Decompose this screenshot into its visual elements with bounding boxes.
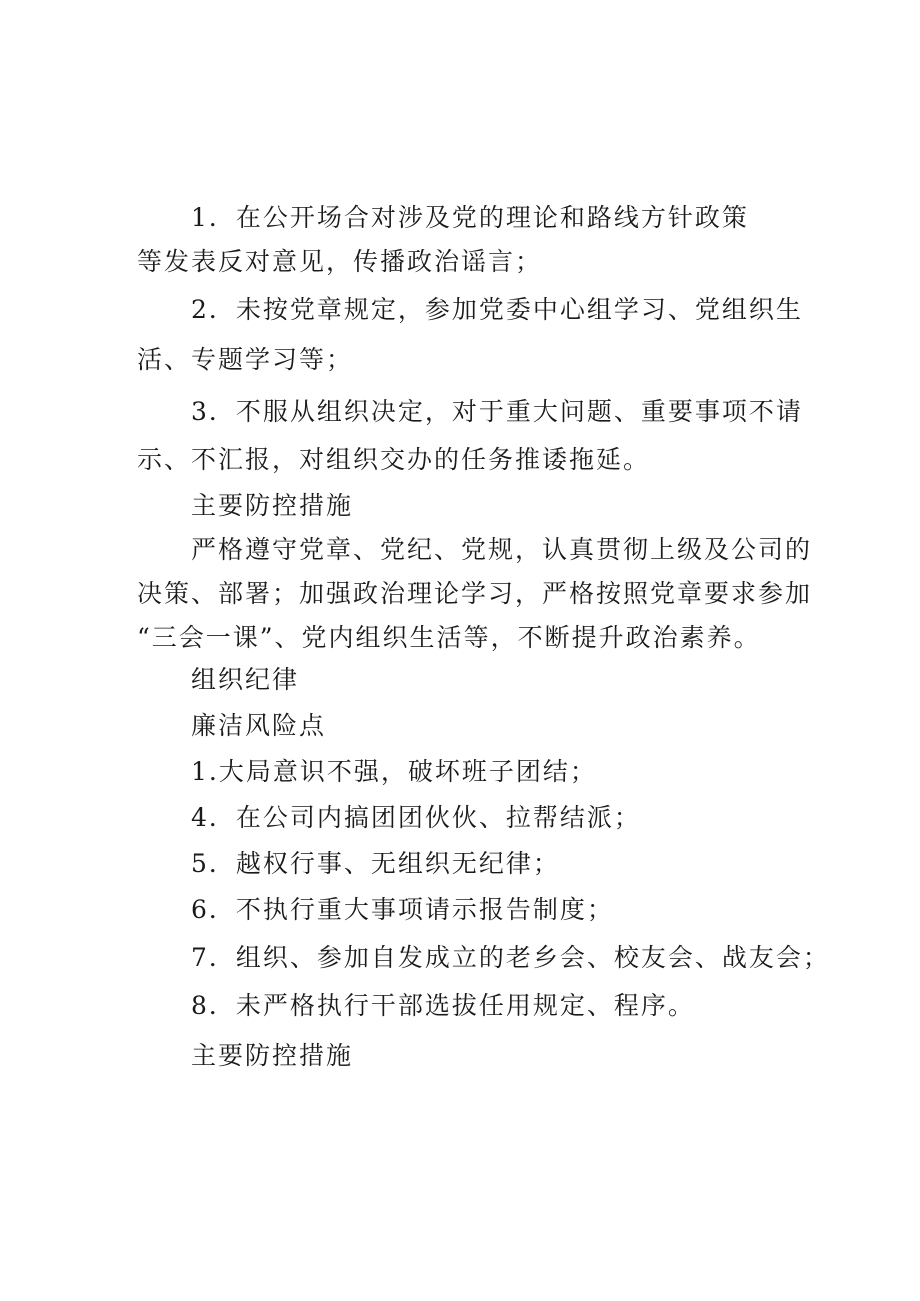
item-1-line-1: 1．在公开场合对涉及党的理论和路线方针政策 — [191, 203, 749, 232]
item-3-line-2: 示、不汇报，对组织交办的任务推诿拖延。 — [137, 445, 651, 474]
section-heading-measures: 主要防控措施 — [191, 491, 354, 520]
risk-item-6: 6．不执行重大事项请示报告制度； — [191, 895, 614, 924]
item-2-line-2: 活、专题学习等； — [137, 345, 354, 374]
section-heading-organization: 组织纪律 — [191, 665, 300, 694]
risk-item-7: 7．组织、参加自发成立的老乡会、校友会、战友会； — [191, 943, 830, 972]
item-2-line-1: 2．未按党章规定，参加党委中心组学习、党组织生 — [191, 295, 803, 324]
risk-item-5: 5．越权行事、无组织无纪律； — [191, 849, 560, 878]
section-heading-measures-2: 主要防控措施 — [191, 1041, 354, 1070]
measures-paragraph-line-3: “三会一课”、党内组织生活等，不断提升政治素养。 — [137, 623, 761, 652]
risk-item-8: 8．未严格执行干部选拔任用规定、程序。 — [191, 991, 695, 1020]
risk-item-4: 4．在公司内搞团团伙伙、拉帮结派； — [191, 803, 641, 832]
measures-paragraph-line-1: 严格遵守党章、党纪、党规，认真贯彻上级及公司的 — [191, 535, 813, 564]
item-1-line-2: 等发表反对意见，传播政治谣言； — [137, 247, 543, 276]
item-3-line-1: 3．不服从组织决定，对于重大问题、重要事项不请 — [191, 397, 803, 426]
measures-paragraph-line-2: 决策、部署；加强政治理论学习，严格按照党章要求参加 — [137, 579, 813, 608]
subheading-risk-points: 廉洁风险点 — [191, 711, 327, 740]
risk-item-1: 1.大局意识不强，破坏班子团结； — [191, 757, 597, 786]
